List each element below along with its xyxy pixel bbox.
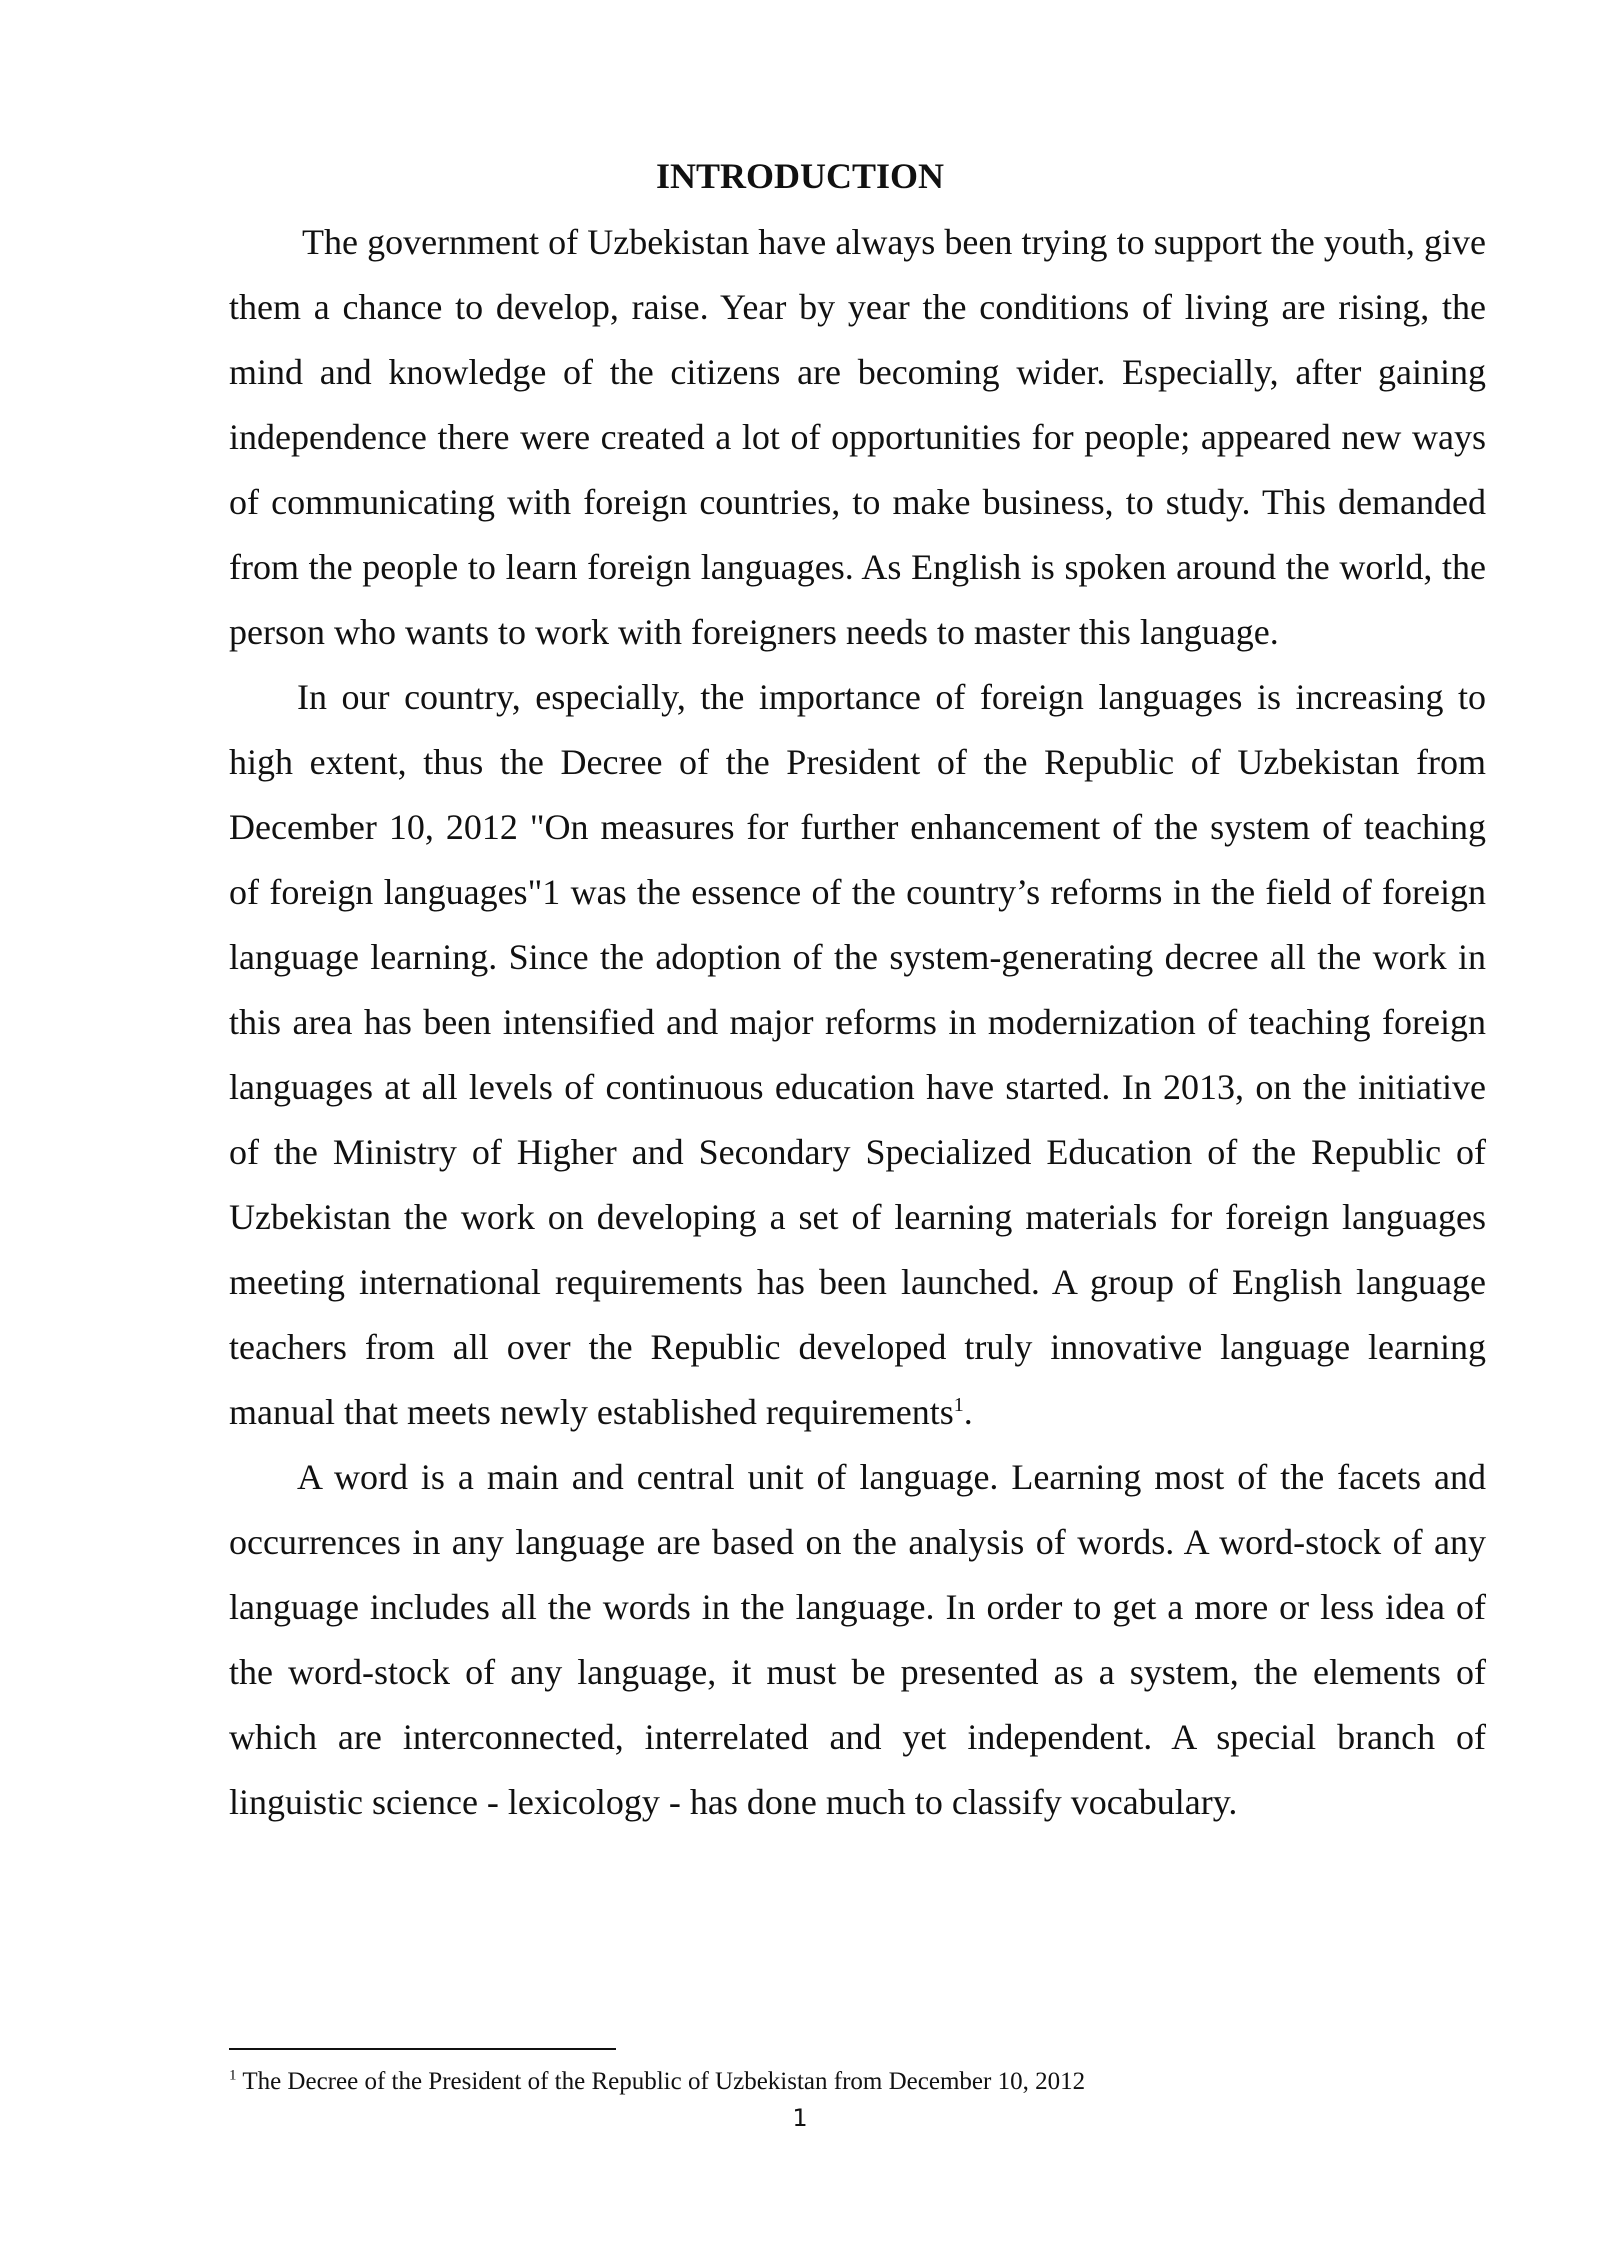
footnote-text: The Decree of the President of the Republic of Uzbekistan from December 10, 2012: [242, 2068, 1086, 2095]
paragraph-2-text: In our country, especially, the importance of foreign languages is increasing to high extent, thus the Decree of the President of the Republic of Uzbekistan from December 10, 2012 "On measures for further enhancement of the system of teaching of foreign languages"1 was the essence of the country’s reforms in the field of foreign language learning. Since the adoption of the system-generating decree all the work in this area has been intensified and major reforms in modernization of teaching foreign languages at all levels of continuous education have started. In 2013, on the initiative of the Ministry of Higher and Secondary Specialized Education of the Republic of Uzbekistan the work on developing a set of learning materials for foreign languages meeting international requirements has been launched. A group of English language teachers from all over the Republic developed truly innovative language learning manual that meets newly established requirements: [229, 677, 1486, 1432]
paragraph-3: A word is a main and central unit of language. Learning most of the facets and occurrences in any language are based on the analysis of words. A word-stock of any language includes all the words in the language. In order to get a more or less idea of the word-stock of any language, it must be presented as a system, the elements of which are interconnected, interrelated and yet independent. A special branch of linguistic science - lexicology - has done much to classify vocabulary.: [229, 1457, 1486, 1822]
footnote-separator: [229, 2048, 616, 2050]
footnote-marker: 1: [229, 2067, 237, 2084]
footnote-reference: 1: [953, 1394, 964, 1416]
paragraph-2: [229, 665, 1486, 1445]
paragraph-1: The government of Uzbekistan have always been trying to support the youth, give them a chance to develop, raise. Year by year the conditions of living are rising, the mind and knowledge of the citizens are becoming wider. Especially, after gaining independence there were created a lot of opportunities for people; appeared new ways of communicating with foreign countries, to make business, to study. This demanded from the people to learn foreign languages. As English is spoken around the world, the person who wants to work with foreigners needs to master this language.: [229, 222, 1486, 652]
paragraph-2-tail: .: [963, 1392, 973, 1432]
body-text: [229, 210, 1486, 1835]
page-title: INTRODUCTION: [655, 156, 945, 196]
footnote: [229, 2066, 1486, 2098]
page-number: 1: [792, 2104, 808, 2132]
